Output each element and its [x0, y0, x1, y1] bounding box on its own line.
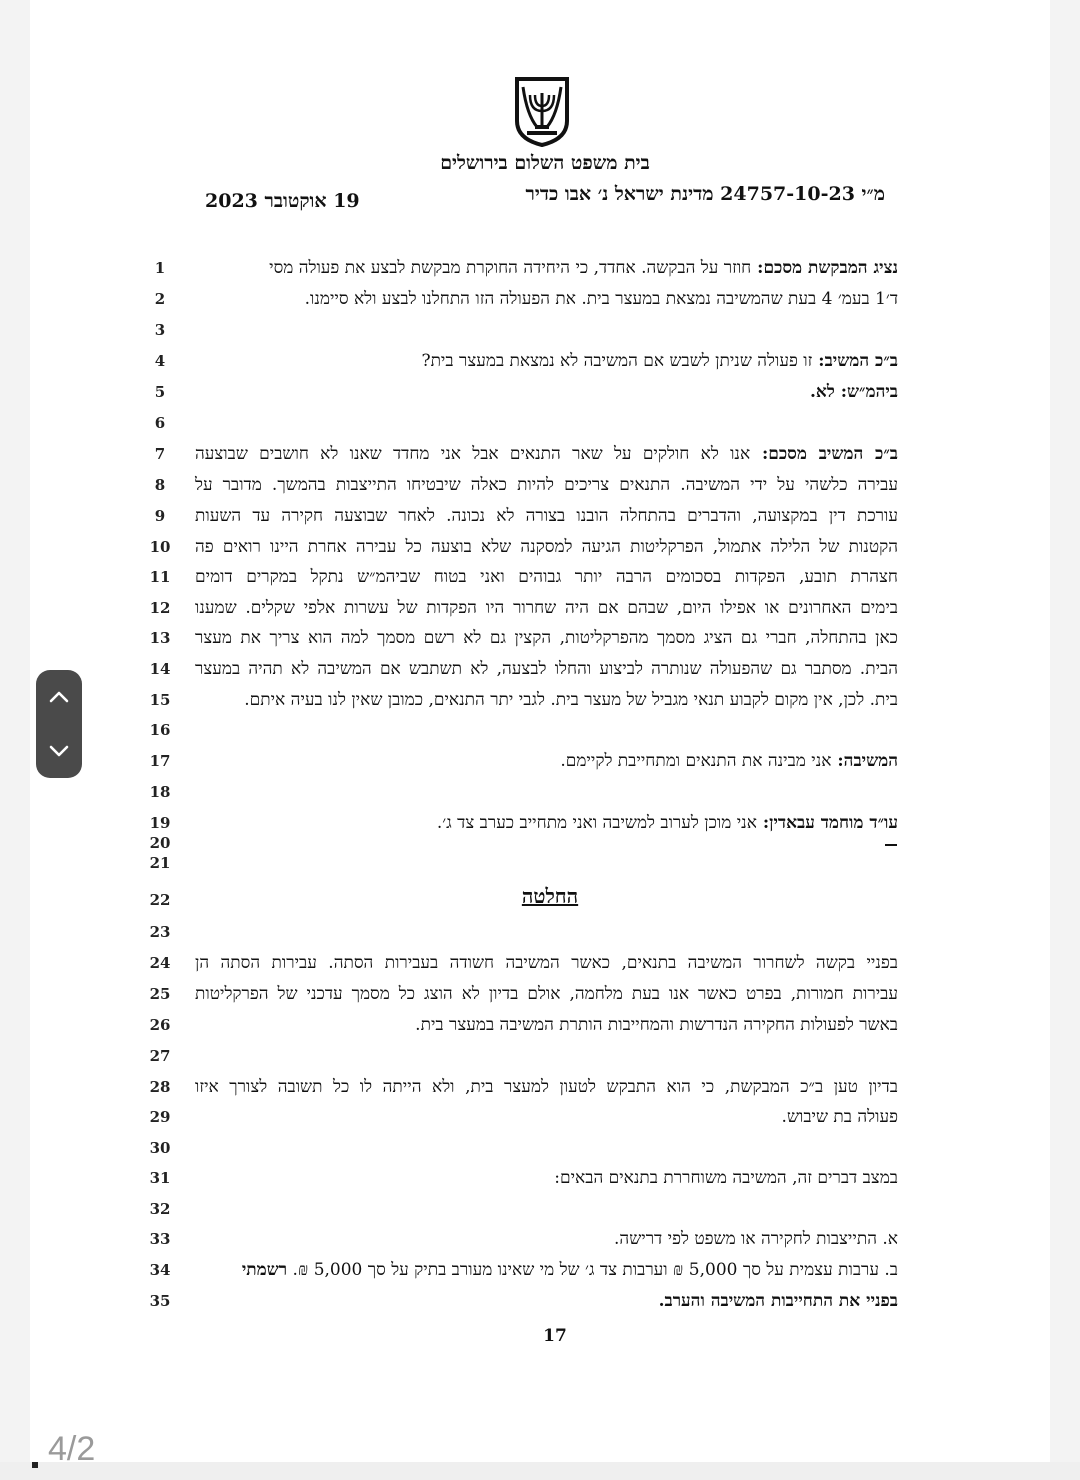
line-text: עבירות חמורות, בפרט כאשר אנו בעת מלחמה, אולם בדיון לא הוצג כל מסמך עדכני של הפרקליטות [195, 984, 898, 1004]
line-text: פעולה בת שיבוש. [781, 1107, 898, 1127]
page-counter: 4/2 [48, 1430, 96, 1468]
separator-dash [885, 844, 897, 846]
line-number: 24 [149, 954, 171, 972]
speaker-label: נציג המבקשת מסכם: [751, 258, 898, 278]
line-text: ד׳1 בעמ׳ 4 בעת שהמשיבה נמצאת במעצר בית. את הפעולה הזו התחלנו לבצע ולא סיימנו. [304, 289, 898, 309]
line-text: זו פעולה שניתן לשבש אם המשיבה לא נמצאת במעצר בית? [421, 351, 813, 371]
line-number: 25 [149, 985, 171, 1003]
case-number: מ״י 24757-10-23 מדינת ישראל נ׳ אבו כדיר [525, 183, 885, 205]
line-text: עורכת דין במקצועה, והדברים בהתחלה הובנו בצורה לא נכונה. לאחר שבוצעה חקירה עד השעות [195, 506, 898, 526]
line-number: 1 [154, 259, 166, 277]
speaker-label: המשיבה: [831, 751, 898, 771]
line-number: 29 [149, 1108, 171, 1126]
speaker-label: בפניי את התחייבות המשיבה והערב. [658, 1291, 898, 1311]
line-number: 3 [154, 321, 166, 339]
line-number: 11 [149, 568, 171, 586]
transcript-line [195, 751, 898, 771]
line-number: 34 [149, 1261, 171, 1279]
transcript-line [195, 598, 898, 618]
transcript-line [195, 984, 898, 1004]
line-number: 20 [149, 834, 171, 852]
previous-page-button[interactable] [36, 670, 82, 724]
line-number: 7 [154, 445, 166, 463]
transcript-line [195, 953, 898, 973]
transcript-line [195, 351, 898, 371]
page-number: 17 [543, 1326, 567, 1346]
line-text: הקטנות של הלילה אתמול, הפרקליטות הגיעה למסקנה שלא בוצעה כל עבירה אחרת היינו רואים פה [195, 537, 898, 557]
line-number: 18 [149, 783, 171, 801]
transcript-line [195, 1229, 898, 1249]
line-number: 35 [149, 1292, 171, 1310]
line-text: בדיון טען ב״כ המבקשת, כי הוא התבקש לטעון למעצר בית, ולא הייתה לו כל תשובה לצורך איזו [195, 1077, 898, 1097]
line-text: בית. לכן, אין מקום לקבוע תנאי מגביל של מעצר בית. לגבי יתר התנאים, כמובן שאין לנו בעיה איתם. [244, 690, 898, 710]
line-text: במצב דברים זה, המשיבה משוחררת בתנאים הבאים: [554, 1168, 898, 1188]
transcript-line [195, 382, 898, 402]
speaker-label: רשמתי [241, 1260, 288, 1280]
line-number: 8 [154, 476, 166, 494]
line-text: אנו לא חולקים על שאר התנאים אבל אני מחדד שאנו לא חושבים שבוצעה [195, 444, 751, 464]
transcript-line [195, 537, 898, 557]
line-number: 14 [149, 660, 171, 678]
line-number: 12 [149, 599, 171, 617]
line-number: 22 [149, 891, 171, 909]
line-text: באשר לפעולות החקירה הנדרשות והמחייבות הותרת המשיבה במעצר בית. [415, 1015, 898, 1035]
viewer-bottom-bar [0, 1462, 1080, 1480]
state-emblem-icon [513, 75, 571, 147]
line-number: 4 [154, 352, 166, 370]
line-number: 15 [149, 691, 171, 709]
transcript-line [195, 659, 898, 679]
transcript-line [195, 813, 898, 833]
line-text: בפניי בקשה לשחרור המשיבה בתנאים, כאשר המשיבה חשודה בעבירות הסתה. עבירות הסתה הן [195, 953, 898, 973]
line-number: 16 [149, 721, 171, 739]
line-number: 33 [149, 1230, 171, 1248]
line-text: עבירה כלשהי על ידי המשיבה. התנאים צריכים להיות כאלה שיבטיחו התייצבות בהמשך. מדובר על [195, 475, 898, 495]
chevron-down-icon [48, 744, 70, 758]
line-number: 9 [154, 507, 166, 525]
line-number: 13 [149, 629, 171, 647]
line-number: 5 [154, 383, 166, 401]
line-number: 19 [149, 814, 171, 832]
line-number: 6 [154, 414, 166, 432]
viewer-right-margin [1050, 0, 1080, 1462]
line-text: ב. ערבות עצמית על סך 5,000 ₪ וערבות צד ג׳ של מי שאינו מעורב בתיק על סך 5,000 ₪. [287, 1260, 898, 1280]
line-number: 23 [149, 923, 171, 941]
line-number: 28 [149, 1078, 171, 1096]
line-number: 2 [154, 290, 166, 308]
line-number: 21 [149, 854, 171, 872]
line-text: א. התייצבות לחקירה או משפט לפי דרישה. [614, 1229, 898, 1249]
transcript-line [195, 444, 898, 464]
speaker-label: עו״ד מוחמד עבאדין: [756, 813, 898, 833]
line-text: כאן בהתחלה, חברי גם הציג מסמך מהפרקליטות, הקצין גם לא רשם מסמך למה הוא צריך את מעצר [195, 628, 898, 648]
line-number: 27 [149, 1047, 171, 1065]
transcript-line [195, 1107, 898, 1127]
speaker-label: ב״כ המשיב מסכם: [750, 444, 898, 464]
page-nav-control [36, 670, 82, 778]
transcript-line [195, 289, 898, 309]
transcript-line [195, 1077, 898, 1097]
line-number: 26 [149, 1016, 171, 1034]
transcript-line [195, 1168, 898, 1188]
transcript-line [195, 1015, 898, 1035]
transcript-line [195, 628, 898, 648]
transcript-line [195, 1291, 898, 1311]
line-text: חצהרת תובע, הפקדות בסכומים הרבה יותר גבוהים ואני בטוח שביהמ״ש נתקל במקרים דומים [195, 567, 898, 587]
hearing-date: 19 אוקטובר 2023 [205, 190, 360, 212]
line-text: אני מבינה את התנאים ומתחייבת לקיימם. [560, 751, 832, 771]
line-number: 30 [149, 1139, 171, 1157]
line-number: 31 [149, 1169, 171, 1187]
corner-marker [32, 1462, 38, 1468]
next-page-button[interactable] [36, 724, 82, 778]
line-number: 17 [149, 752, 171, 770]
chevron-up-icon [48, 690, 70, 704]
speaker-label: ביהמ״ש: לא. [810, 382, 898, 402]
court-name: בית משפט השלום בירושלים [440, 152, 650, 174]
line-text: בימים האחרונים או אפילו היום, שבהם אם היה שחרור היו הפקדות של עשרות אלפי שקלים. שמענו [195, 598, 898, 618]
speaker-label: ב״כ המשיב: [812, 351, 898, 371]
transcript-line [195, 258, 898, 278]
transcript-line [195, 475, 898, 495]
transcript-line [195, 567, 898, 587]
line-text: הבית. מסתבר גם שהפעולה שנותרה לביצוע והחלו לבצעה, לא תשתבש אם המשיבה לא תהיה במעצר [195, 659, 898, 679]
transcript-line [195, 1260, 898, 1280]
transcript-line [195, 690, 898, 710]
decision-heading: החלטה [521, 884, 579, 908]
viewer-left-margin [0, 0, 30, 1462]
transcript-line [195, 506, 898, 526]
line-text: חוזר על הבקשה. אחדד, כי היחידה החוקרת מבקשת לבצע את פעולה מסי [269, 258, 752, 278]
line-number: 10 [149, 538, 171, 556]
line-number: 32 [149, 1200, 171, 1218]
line-text: אני מוכן לערוב למשיבה ואני מתחייב כערב צד ג׳. [436, 813, 757, 833]
